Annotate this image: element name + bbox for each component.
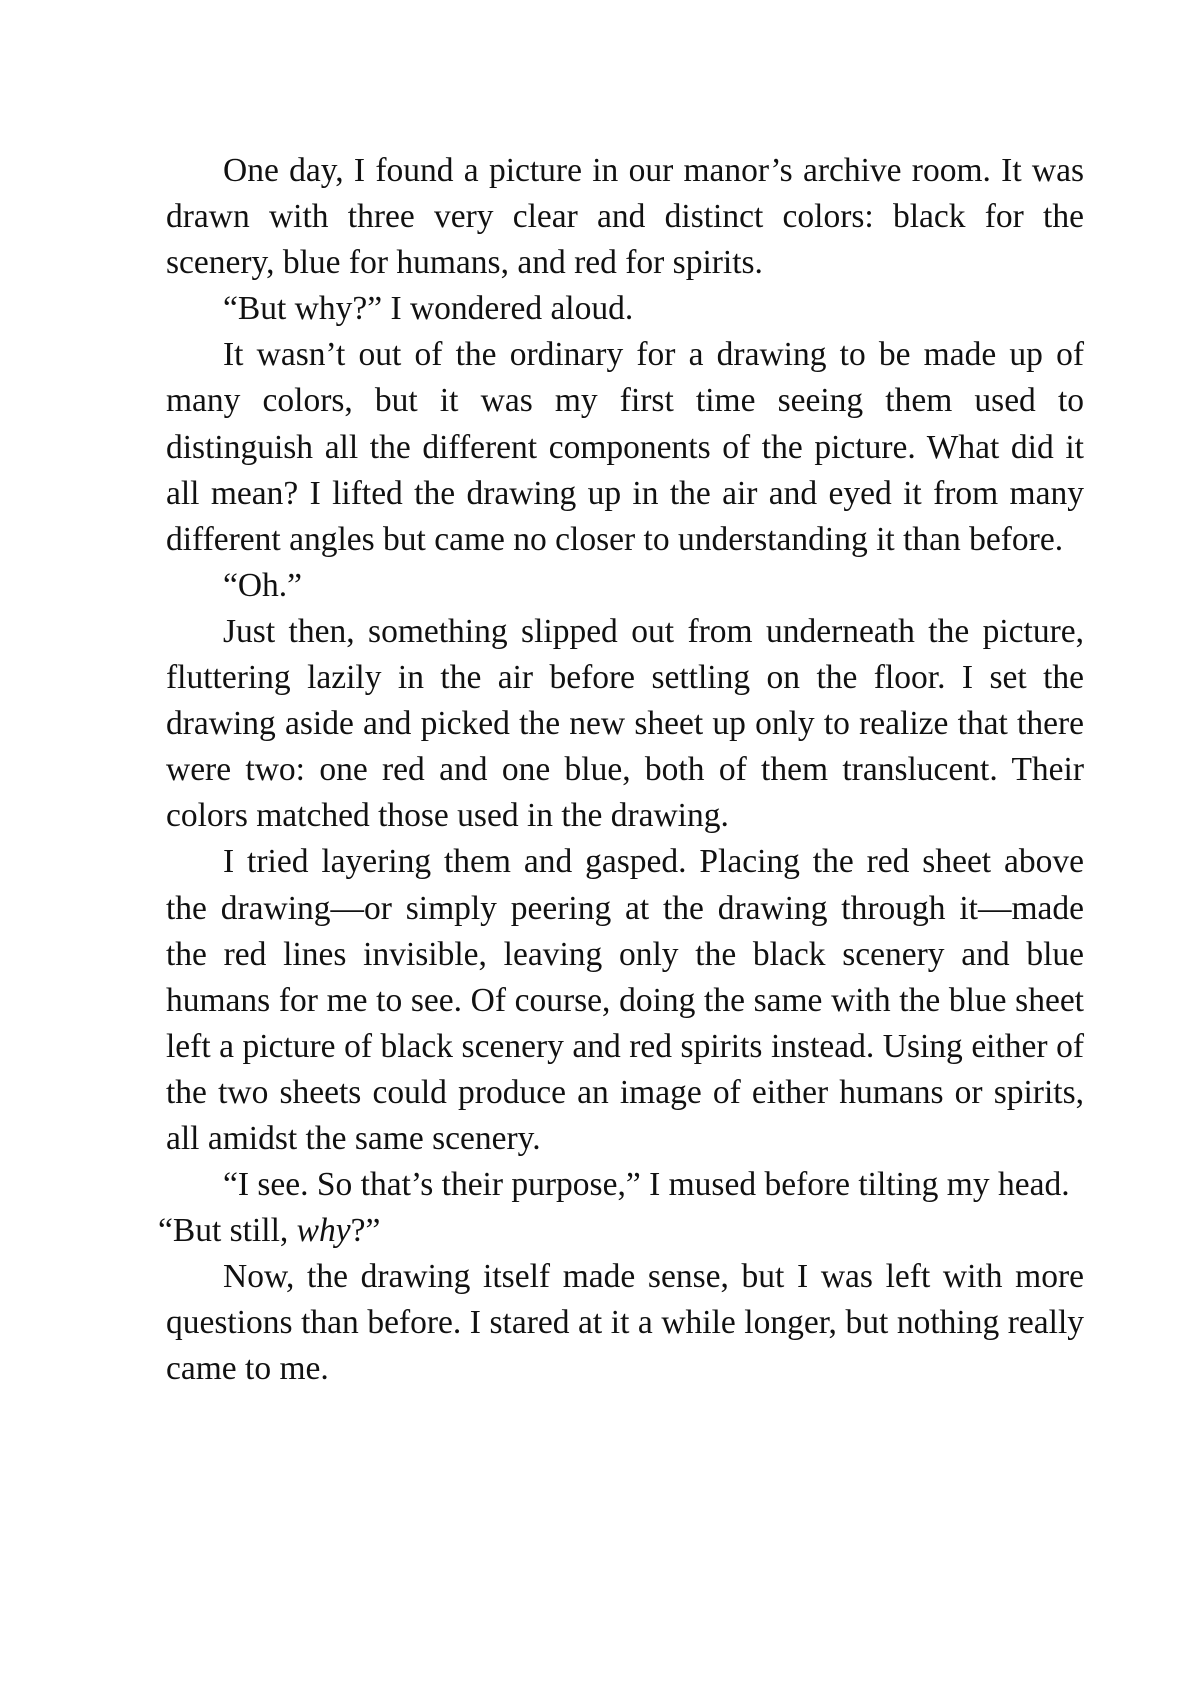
paragraph-but-still-why <box>158 1208 1084 1254</box>
paragraph-their-purpose <box>166 1162 1084 1208</box>
paragraph-many-colors: It wasn’t out of the ordinary for a drawing to be made up of many colors, but it was my first time seeing them used to distinguish all the different components of the picture. What did it all mean? I lifted the drawing up in the air and eyed it from many different angles but came no closer to understanding it than before. <box>166 336 1084 558</box>
paragraph-sheets-slipped-out: Just then, something slipped out from underneath the picture, fluttering lazily in the air before settling on the floor. I set the drawing aside and picked the new sheet up only to realize that there were two: one red and one blue, both of them translucent. Their colors matched those used in the drawing. <box>166 612 1084 835</box>
but-still-text: “But still, <box>158 1212 297 1250</box>
paragraph-layering-sheets: I tried layering them and gasped. Placing the red sheet above the drawing—or simply peering at the drawing through it—made the red lines invisible, leaving only the black scenery and blue humans for me to see. Of course, doing the same with the blue sheet left a picture of black scenery and red spirits instead. Using either of the two sheets could produce an image of either humans or spirits, all amidst the same scenery. <box>166 843 1084 1157</box>
why-emphasis: why <box>296 1212 351 1250</box>
paragraph-archive-picture: One day, I found a picture in our manor’s archive room. It was drawn with three very clear and distinct colors: black for the scenery, blue for humans, and red for spirits. <box>166 152 1084 282</box>
paragraph-but-why: “But why?” I wondered aloud. <box>223 290 634 328</box>
paragraph-more-questions: Now, the drawing itself made sense, but I was left with more questions than before. I stared at it a while longer, but nothing really came to me. <box>166 1258 1084 1388</box>
book-page <box>158 148 1084 1393</box>
closing-quote-text: ?” <box>350 1212 381 1250</box>
purpose-line-text: “I see. So that’s their purpose,” I mused before tilting my head. <box>223 1166 1070 1204</box>
paragraph-oh: “Oh.” <box>223 566 303 604</box>
